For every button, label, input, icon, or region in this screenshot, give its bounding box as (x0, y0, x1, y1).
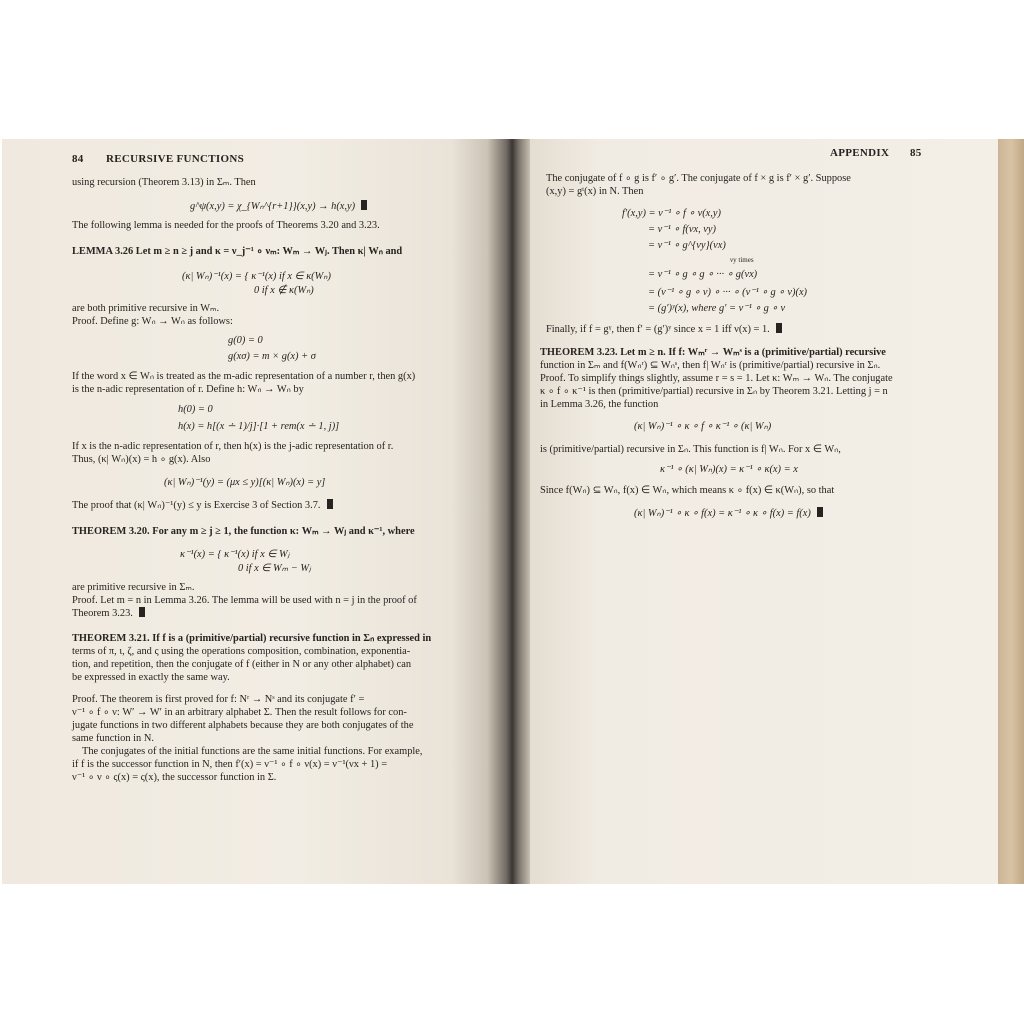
theorem-heading: THEOREM 3.21. If f is a (primitive/partial) recursive function in Σₙ expressed in (72, 633, 432, 644)
equation: 0 if x ∉ κ(Wₙ) (254, 285, 314, 296)
equation: = ν⁻¹ ∘ g^{νy}(νx) (648, 240, 726, 251)
text-line: Finally, if f = gᵞ, then f′ = (g′)ʸ since x = 1 iff ν(x) = 1. (546, 323, 782, 336)
equation: (κ| Wₙ)⁻¹ ∘ κ ∘ f ∘ κ⁻¹ ∘ (κ| Wₙ) (634, 421, 772, 432)
text-line: is (primitive/partial) recursive in Σₙ. This function is f| Wₙ. For x ∈ Wₙ, (540, 444, 841, 455)
left-running-head: RECURSIVE FUNCTIONS (106, 153, 245, 165)
equation: (κ| Wₙ)⁻¹(y) = (μx ≤ y)[(κ| Wₙ)(x) = y] (164, 477, 326, 488)
text-line: The proof that (κ| Wₙ)⁻¹(y) ≤ y is Exercise 3 of Section 3.7. (72, 499, 333, 512)
text-line: are both primitive recursive in Wₘ. (72, 303, 220, 314)
text-line: The conjugates of the initial functions are the same initial functions. For example, (82, 746, 423, 757)
right-page (530, 139, 1000, 884)
proof-line: Proof. To simplify things slightly, assume r = s = 1. Let κ: Wₘ → Wₙ. The conjugate (540, 373, 893, 384)
proof-line: Proof. Let m = n in Lemma 3.26. The lemma will be used with n = j in the proof of (72, 595, 417, 606)
equation: g^ψ(x,y) = χ_{Wₙ^{r+1}}(x,y) → h(x,y) (190, 200, 367, 212)
text-line: tion, and repetition, then the conjugate of f (either in N or any other alphabet) can (72, 659, 412, 670)
proof-line: Proof. The theorem is first proved for f: Nʳ → Nˢ and its conjugate f′ = (72, 694, 365, 705)
proof-line: Proof. Define g: Wₙ → Wₙ as follows: (72, 316, 233, 327)
text-line: Theorem 3.23. (72, 607, 145, 620)
text-line: The conjugate of f ∘ g is f′ ∘ g′. The conjugate of f × g is f′ × g′. Suppose (546, 173, 851, 184)
equation: = (ν⁻¹ ∘ g ∘ ν) ∘ ··· ∘ (ν⁻¹ ∘ g ∘ ν)(x) (648, 287, 808, 298)
equation: 0 if x ∈ Wₘ − Wⱼ (238, 563, 311, 574)
equation: g(xσ) = m × g(x) + σ (228, 351, 316, 362)
text-line: is the n-adic representation of r. Define h: Wₙ → Wₙ by (72, 384, 304, 395)
text-line: If the word x ∈ Wₙ is treated as the m-adic representation of a number r, then g(x) (72, 371, 416, 382)
text-line: terms of π, ι, ζ, and ς using the operations composition, combination, exponentia- (72, 646, 411, 657)
text-line: in Lemma 3.26, the function (540, 399, 659, 410)
equation: = ν⁻¹ ∘ g ∘ g ∘ ··· ∘ g(νx) (648, 269, 758, 280)
book-gutter (488, 139, 532, 884)
equation: g(0) = 0 (228, 335, 263, 346)
text-line: ν⁻¹ ∘ ν ∘ ς(x) = ς(x), the successor function in Σ. (72, 772, 277, 783)
text-line: using recursion (Theorem 3.13) in Σₘ. Then (72, 177, 256, 188)
text-line: If x is the n-adic representation of r, then h(x) is the j-adic representation of r. (72, 441, 394, 452)
text-line: Thus, (κ| Wₙ)(x) = h ∘ g(x). Also (72, 454, 211, 465)
text-line: Since f(Wₙ) ⊆ Wₙ, f(x) ∈ Wₙ, which means κ ∘ f(x) ∈ κ(Wₙ), so that (540, 485, 835, 496)
theorem-heading: THEOREM 3.20. For any m ≥ j ≥ 1, the function κ: Wₘ → Wⱼ and κ⁻¹, where (72, 526, 415, 537)
text-line: (x,y) = gᵗ(x) in N. Then (546, 186, 644, 197)
equation: (κ| Wₙ)⁻¹ ∘ κ ∘ f(x) = κ⁻¹ ∘ κ ∘ f(x) = f(x) (634, 507, 823, 519)
equation: κ⁻¹(x) = { κ⁻¹(x) if x ∈ Wⱼ (180, 549, 290, 560)
equation: = ν⁻¹ ∘ f(νx, νy) (648, 224, 716, 235)
equation: = (g′)ʸ(x), where g′ = ν⁻¹ ∘ g ∘ ν (648, 303, 786, 314)
text-line: The following lemma is needed for the proofs of Theorems 3.20 and 3.23. (72, 220, 380, 231)
brace-label: νy times (730, 256, 754, 264)
equation: h(0) = 0 (178, 404, 213, 415)
text-line: if f is the successor function in N, then f′(x) = ν⁻¹ ∘ f ∘ ν(x) = ν⁻¹(νx + 1) = (72, 759, 388, 770)
text-line: be expressed in exactly the same way. (72, 672, 230, 683)
equation: h(x) = h[(x ∸ 1)/j]·[1 + rem(x ∸ 1, j)] (178, 421, 340, 432)
right-page-number: 85 (910, 147, 922, 159)
book-spread (2, 139, 1024, 884)
lemma-heading: LEMMA 3.26 Let m ≥ n ≥ j and κ = ν_j⁻¹ ∘ νₘ: Wₘ → Wⱼ. Then κ| Wₙ and (72, 246, 403, 257)
equation: f′(x,y) = ν⁻¹ ∘ f ∘ ν(x,y) (622, 208, 721, 219)
text-line: jugate functions in two different alphabets because they are both conjugates of the (72, 720, 414, 731)
page-edge (998, 139, 1024, 884)
text-line: are primitive recursive in Σₘ. (72, 582, 195, 593)
right-running-head: APPENDIX (830, 147, 890, 159)
left-page (2, 139, 490, 884)
left-page-number: 84 (72, 153, 84, 165)
text-line: function in Σₘ and f(Wₙʳ) ⊆ Wₙˢ, then f| Wₙʳ is (primitive/partial) recursive in Σₙ. (540, 360, 881, 371)
equation: (κ| Wₙ)⁻¹(x) = { κ⁻¹(x) if x ∈ κ(Wₙ) (182, 271, 331, 282)
text-line: κ ∘ f ∘ κ⁻¹ is then (primitive/partial) recursive in Σₙ by Theorem 3.21. Letting j = n (540, 386, 888, 397)
equation: κ⁻¹ ∘ (κ| Wₙ)(x) = κ⁻¹ ∘ κ(x) = x (660, 464, 798, 475)
text-line: ν⁻¹ ∘ f ∘ ν: W′ → W′ in an arbitrary alphabet Σ. Then the result follows for con- (72, 707, 407, 718)
text-line: same function in N. (72, 733, 154, 744)
theorem-heading: THEOREM 3.23. Let m ≥ n. If f: Wₘʳ → Wₘˢ is a (primitive/partial) recursive (540, 347, 886, 358)
